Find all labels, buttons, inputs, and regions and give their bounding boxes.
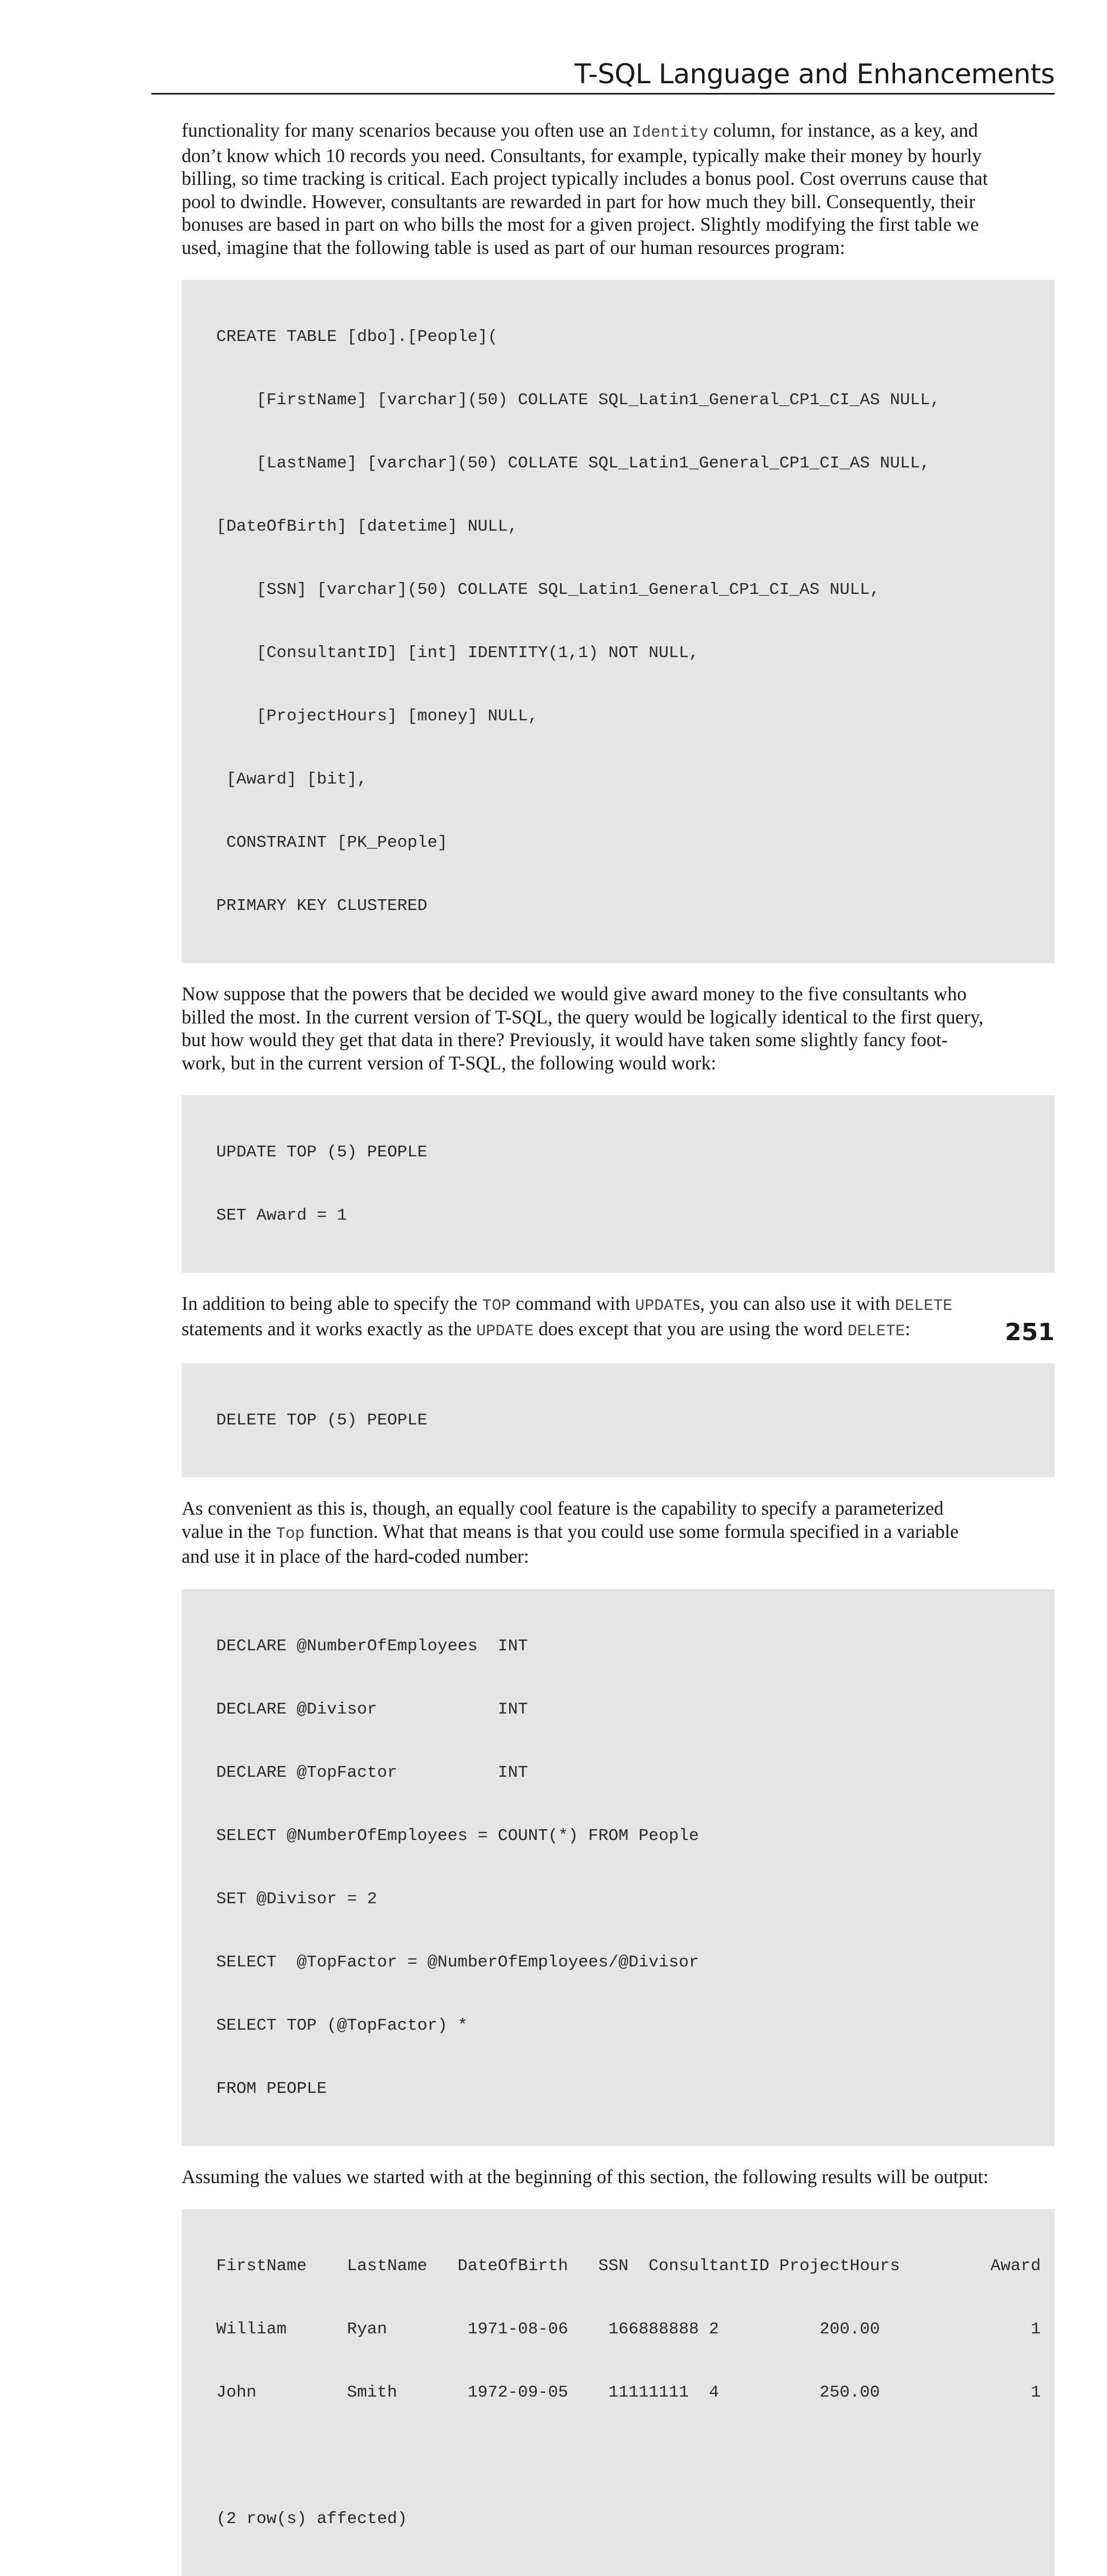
code-block-delete-top <box>182 1363 1055 1477</box>
paragraph-line: In addition to being able to specify the TOP command with UPDATEs, you can also use it with DELETE <box>182 1293 952 1315</box>
page-body <box>182 119 1055 2576</box>
code-line: [DateOfBirth] [datetime] NULL, <box>216 517 518 536</box>
inline-code: UPDATE <box>476 1321 534 1340</box>
code-line: FirstName LastName DateOfBirth SSN ConsultantID ProjectHours Award <box>216 2257 1041 2276</box>
inline-code: UPDATE <box>635 1296 693 1315</box>
page-number: 251 <box>1005 1319 1055 1346</box>
code-line: CREATE TABLE [dbo].[People]( <box>216 327 498 346</box>
inline-code: DELETE <box>895 1296 952 1315</box>
paragraph-1 <box>182 119 1055 259</box>
paragraph-line: work, but in the current version of T-SQL, the following would work: <box>182 1052 716 1074</box>
paragraph-line: value in the Top function. What that means is that you could use some formula specified in a variable <box>182 1520 959 1543</box>
code-line: DECLARE @Divisor INT <box>216 1700 528 1719</box>
code-line: FROM PEOPLE <box>216 2079 327 2098</box>
code-line <box>216 2445 1038 2466</box>
code-line: [SSN] [varchar](50) COLLATE SQL_Latin1_General_CP1_CI_AS NULL, <box>216 580 880 599</box>
code-line: SELECT @TopFactor = @NumberOfEmployees/@Divisor <box>216 1952 699 1972</box>
paragraph-line: functionality for many scenarios because you often use an Identity column, for instance, as a key, and <box>182 119 978 142</box>
code-line: SELECT @NumberOfEmployees = COUNT(*) FROM People <box>216 1826 699 1845</box>
code-line: CONSTRAINT [PK_People] <box>216 833 448 852</box>
code-line: SET Award = 1 <box>216 1206 347 1225</box>
inline-code: Identity <box>632 123 709 142</box>
paragraph-line: Now suppose that the powers that be decided we would give award money to the five consultants who <box>182 983 967 1005</box>
paragraph-line: Assuming the values we started with at the beginning of this section, the following results will be output: <box>182 2165 989 2187</box>
code-block-declare-top <box>182 1589 1055 2146</box>
code-line: SELECT TOP (@TopFactor) * <box>216 2016 468 2035</box>
code-block-results <box>182 2209 1055 2576</box>
code-line: [ConsultantID] [int] IDENTITY(1,1) NOT NULL, <box>216 644 699 663</box>
paragraph-5 <box>182 2165 1055 2189</box>
paragraph-line: used, imagine that the following table is used as part of our human resources program: <box>182 236 845 258</box>
inline-code: DELETE <box>848 1321 905 1340</box>
code-line: PRIMARY KEY CLUSTERED <box>216 896 428 915</box>
code-line: [LastName] [varchar](50) COLLATE SQL_Latin1_General_CP1_CI_AS NULL, <box>216 454 930 473</box>
paragraph-line: don’t know which 10 records you need. Consultants, for example, typically make their money by hourly <box>182 144 982 166</box>
code-block-create-table <box>182 280 1055 963</box>
code-line: DECLARE @NumberOfEmployees INT <box>216 1636 528 1656</box>
paragraph-line: bonuses are based in part on who bills the most for a given project. Slightly modifying the first table we <box>182 213 979 235</box>
paragraph-line: and use it in place of the hard-coded number: <box>182 1545 529 1567</box>
code-line: John Smith 1972-09-05 11111111 4 250.00 1 <box>216 2383 1041 2402</box>
inline-code: TOP <box>482 1296 511 1315</box>
code-line: (2 row(s) affected) <box>216 2510 408 2528</box>
code-line: [ProjectHours] [money] NULL, <box>216 707 538 726</box>
paragraph-line: but how would they get that data in there? Previously, it would have taken some slightly fancy foot- <box>182 1029 948 1051</box>
code-line: William Ryan 1971-08-06 166888888 2 200.00 1 <box>216 2320 1041 2339</box>
code-line: SET @Divisor = 2 <box>216 1889 377 1909</box>
running-header-title: T-SQL Language and Enhancements <box>574 58 1055 90</box>
code-line: DELETE TOP (5) PEOPLE <box>216 1411 428 1430</box>
code-line: UPDATE TOP (5) PEOPLE <box>216 1143 428 1162</box>
code-block-update-top <box>182 1095 1055 1273</box>
inline-code: Top <box>276 1524 305 1543</box>
paragraph-2 <box>182 982 1055 1074</box>
paragraph-line: billing, so time tracking is critical. Each project typically includes a bonus pool. Cost overruns cause that <box>182 168 988 189</box>
paragraph-4 <box>182 1497 1055 1568</box>
code-line: DECLARE @TopFactor INT <box>216 1763 528 1782</box>
code-line: [Award] [bit], <box>216 770 368 789</box>
paragraph-line: billed the most. In the current version of T-SQL, the query would be logically identical to the first query, <box>182 1006 984 1028</box>
code-line: [FirstName] [varchar](50) COLLATE SQL_Latin1_General_CP1_CI_AS NULL, <box>216 391 941 410</box>
paragraph-3 <box>182 1292 1055 1342</box>
paragraph-line: statements and it works exactly as the UPDATE does except that you are using the word DELETE: <box>182 1317 911 1340</box>
paragraph-line: pool to dwindle. However, consultants are rewarded in part for how much they bill. Consequently, their <box>182 190 976 212</box>
paragraph-line: As convenient as this is, though, an equally cool feature is the capability to specify a parameterized <box>182 1497 944 1519</box>
running-header <box>151 56 1055 95</box>
